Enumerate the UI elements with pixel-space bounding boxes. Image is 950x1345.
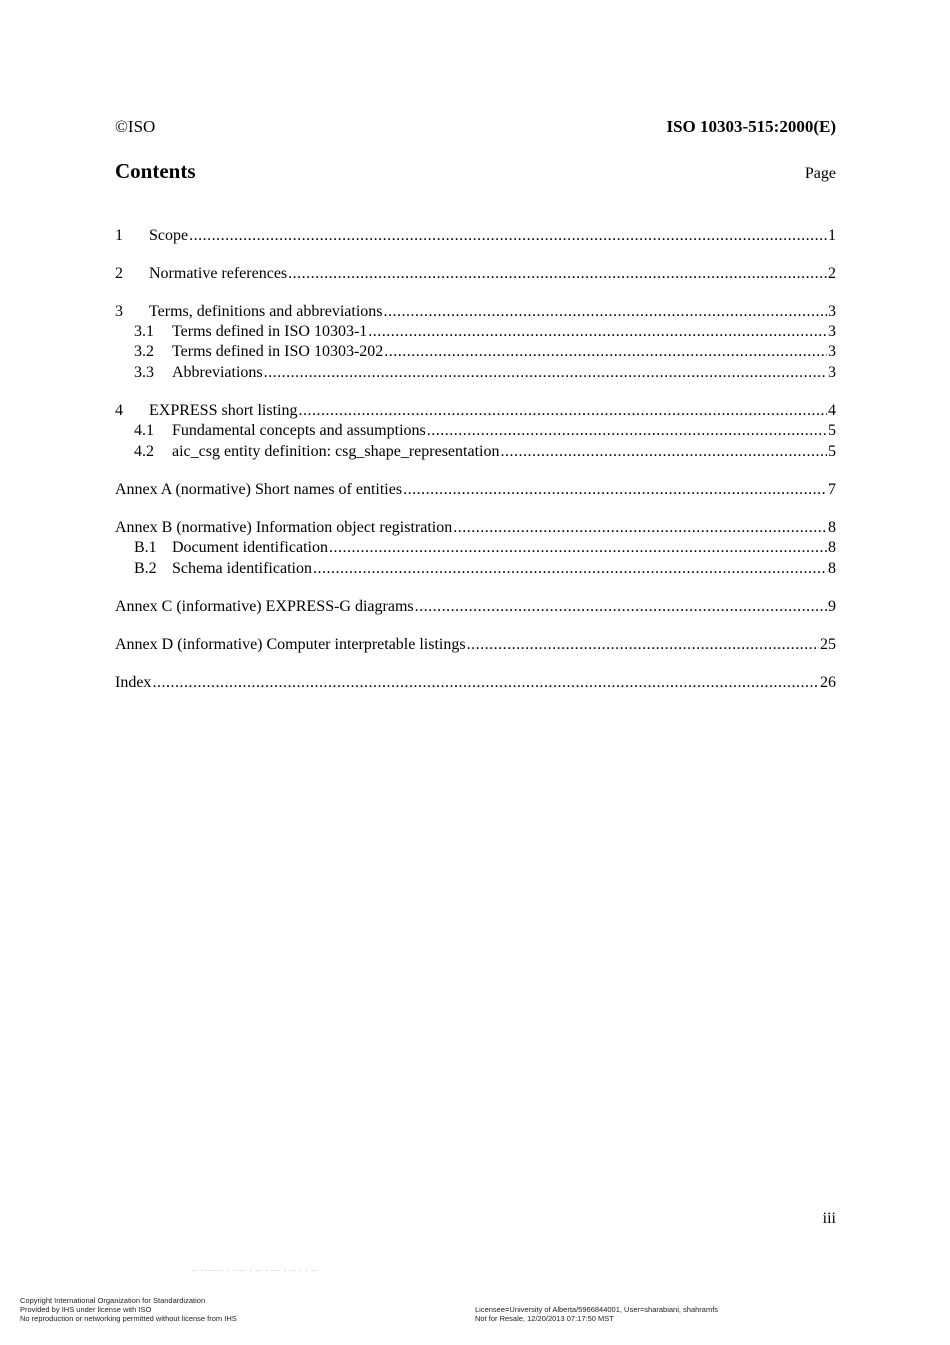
toc-subentry[interactable] [115,442,836,462]
toc-entry-title: Fundamental concepts and assumptions [172,422,426,439]
toc-leader-dots [453,518,827,538]
toc-entry-title: EXPRESS short listing [149,402,298,419]
toc-entry-page: 1 [828,227,836,244]
toc-leader-dots [384,342,827,362]
toc-leader-dots [368,322,827,342]
toc-entry-title: Terms, definitions and abbreviations [149,303,383,320]
toc-entry-number: 2 [115,265,123,282]
toc-entry-page: 5 [828,422,836,439]
toc-entry-number: 4.1 [134,422,154,439]
toc-entry-number: B.1 [134,539,157,556]
toc-entry-number: B.2 [134,560,157,577]
toc-leader-dots [152,673,819,693]
footer-line: Provided by IHS under license with ISO [20,1305,152,1314]
toc-annex-entry[interactable] [115,480,836,500]
toc-entry-page: 8 [828,539,836,556]
toc-entry-number: 3 [115,303,123,320]
toc-entry-number: 4 [115,402,123,419]
toc-subentry[interactable] [115,559,836,579]
footer-copyright [20,1296,237,1323]
toc-entry-title: Annex A (normative) Short names of entities [115,481,403,498]
toc-entry[interactable] [115,401,836,421]
toc-subentry[interactable] [115,322,836,342]
toc-entry-page: 2 [828,265,836,282]
toc-leader-dots [189,226,827,246]
toc-subentry[interactable] [115,421,836,441]
toc-entry-title: Terms defined in ISO 10303-202 [172,343,384,360]
toc-leader-dots [415,597,827,617]
toc-subentry[interactable] [115,363,836,383]
toc-annex-entry[interactable] [115,518,836,538]
toc-leader-dots [427,421,827,441]
toc-index-entry[interactable] [115,673,836,693]
toc-leader-dots [384,302,828,322]
toc-entry-page: 8 [828,560,836,577]
toc-entry-page: 3 [828,364,836,381]
toc-entry-title: Terms defined in ISO 10303-1 [172,323,368,340]
toc-leader-dots [264,363,827,383]
header-standard-id: ISO 10303-515:2000(E) [666,117,836,136]
toc-leader-dots [467,635,819,655]
toc-entry-page: 8 [828,519,836,536]
toc-entry[interactable] [115,264,836,284]
toc-entry-page: 5 [828,443,836,460]
toc-entry-page: 3 [828,343,836,360]
footer-line: No reproduction or networking permitted without license from IHS [20,1314,237,1323]
toc-entry-page: 7 [828,481,836,498]
toc-entry-title: Abbreviations [172,364,263,381]
toc-entry[interactable] [115,226,836,246]
toc-leader-dots [403,480,827,500]
toc-entry[interactable] [115,302,836,322]
toc-subentry[interactable] [115,538,836,558]
footer-license [475,1305,718,1323]
toc-annex-entry[interactable] [115,597,836,617]
toc-leader-dots [298,401,827,421]
toc-entry-page: 3 [828,303,836,320]
page-number: iii [822,1210,836,1227]
header-copyright: ©ISO [115,117,156,136]
toc-leader-dots [329,538,827,558]
toc-leader-dots [500,442,827,462]
toc-entry-title: Annex D (informative) Computer interpretable listings [115,636,466,653]
footer-line: Not for Resale, 12/20/2013 07:17:50 MST [475,1314,614,1323]
toc-entry-title: Schema identification [172,560,312,577]
toc-entry-number: 3.2 [134,343,154,360]
faint-scan-artifact-text: -- ------- - ---- - -- - --- - -- - - -- [192,1266,319,1274]
toc-entry-page: 26 [820,674,836,691]
toc-entry-page: 25 [820,636,836,653]
toc-entry-title: Document identification [172,539,328,556]
toc-entry-number: 1 [115,227,123,244]
toc-subentry[interactable] [115,342,836,362]
page-column-label: Page [804,165,836,182]
toc-entry-title: Scope [149,227,189,244]
toc-leader-dots [313,559,827,579]
toc-entry-title: aic_csg entity definition: csg_shape_representation [172,443,500,460]
toc-entry-number: 3.1 [134,323,154,340]
toc-entry-title: Annex B (normative) Information object registration [115,519,453,536]
toc-annex-entry[interactable] [115,635,836,655]
toc-entry-page: 9 [828,598,836,615]
toc-entry-number: 4.2 [134,443,154,460]
toc-entry-page: 4 [828,402,836,419]
footer-line: Licensee=University of Alberta/5966844001, User=sharabiani, shahramfs [475,1305,719,1314]
toc-entry-page: 3 [828,323,836,340]
footer-line: Copyright International Organization for Standardization [20,1296,206,1305]
toc-entry-title: Normative references [149,265,288,282]
toc-entry-title: Annex C (informative) EXPRESS-G diagrams [115,598,414,615]
page-title: Contents [115,159,196,183]
toc-entry-number: 3.3 [134,364,154,381]
toc-entry-title: Index [115,674,152,691]
toc-leader-dots [288,264,827,284]
